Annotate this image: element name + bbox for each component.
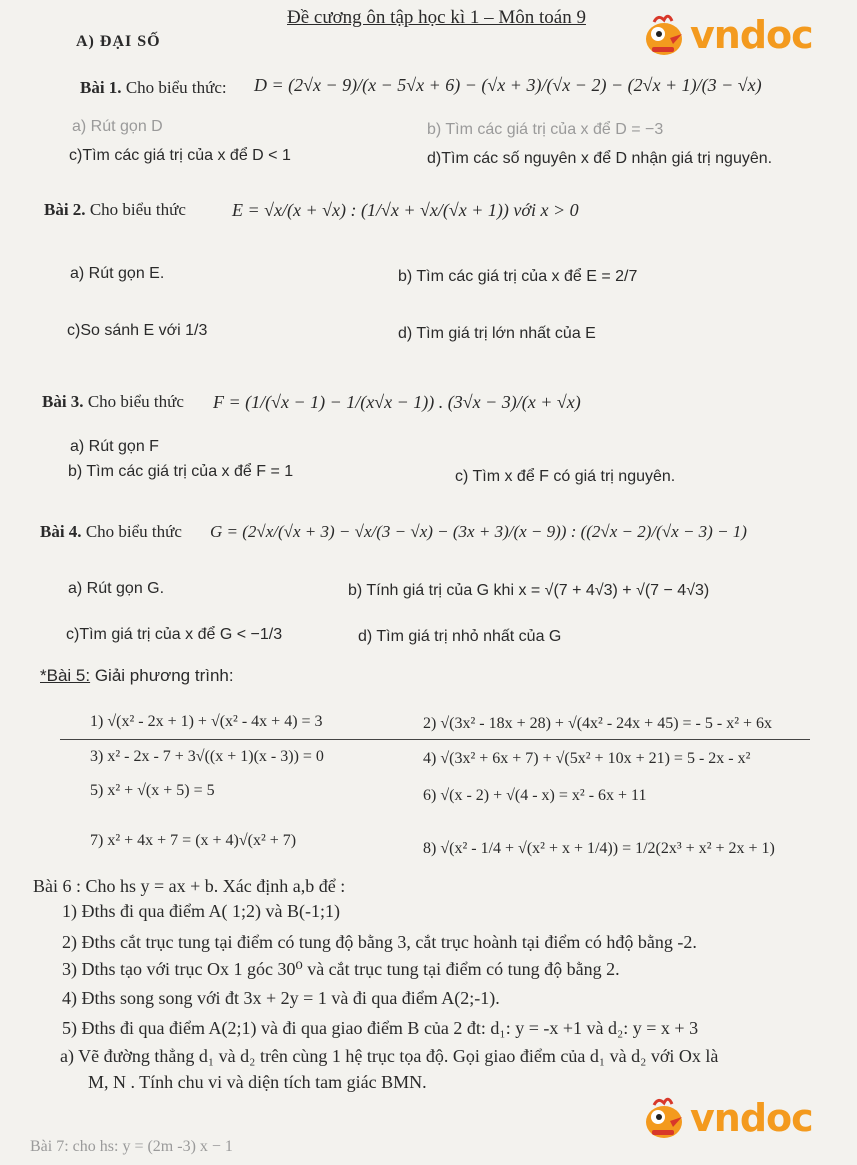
bai6-item-a-line1: a) Vẽ đường thẳng d₁ và d₂ trên cùng 1 hệ trục tọa độ. Gọi giao điểm của d₁ và d₂ với Ox là — [60, 1046, 719, 1066]
vndoc-logo-bottom — [640, 1095, 813, 1141]
bai5-eq8: 8) √(x² - 1/4 + √(x² + x + 1/4)) = 1/2(2x³ + x² + 2x + 1) — [423, 840, 775, 857]
bai5-label: *Bài 5: — [40, 666, 91, 685]
bai5-eq5: 5) x² + √(x + 5) = 5 — [90, 782, 215, 799]
bai4-part-a: a) Rút gọn G. — [68, 580, 165, 597]
bai5-eq2: 2) √(3x² - 18x + 28) + √(4x² - 24x + 45) = - 5 - x² + 6x — [423, 715, 773, 732]
chick-mascot-icon — [640, 1095, 688, 1141]
bai1-label: Bài 1. — [80, 78, 122, 97]
bai2-part-d: d) Tìm giá trị lớn nhất của E — [398, 325, 596, 342]
bai1-intro — [80, 78, 227, 98]
bai2-part-c: c)So sánh E với 1/3 — [67, 322, 208, 339]
vndoc-logo — [640, 12, 813, 58]
bai2-part-b: b) Tìm các giá trị của x để E = 2/7 — [398, 268, 638, 285]
bai5-heading — [40, 666, 234, 686]
bai5-eq7: 7) x² + 4x + 7 = (x + 4)√(x² + 7) — [90, 832, 297, 849]
bai4-intro — [40, 522, 182, 542]
bai7-intro: Bài 7: cho hs: y = (2m -3) x − 1 — [30, 1138, 233, 1155]
bai3-intro-text: Cho biểu thức — [87, 392, 184, 411]
bai1-part-a: a) Rút gọn D — [72, 118, 163, 135]
brand-wordmark: vndoc — [690, 13, 813, 57]
bai3-formula: F = (1/(√x − 1) − 1/(x√x − 1)) . (3√x − 3)/(x + √x) — [213, 392, 581, 412]
bai1-part-b: b) Tìm các giá trị của x để D = −3 — [427, 121, 664, 138]
bai4-part-c: c)Tìm giá trị của x để G < −1/3 — [66, 626, 283, 643]
bai6-item-4: 4) Đths song song với đt 3x + 2y = 1 và đi qua điểm A(2;-1). — [62, 988, 500, 1008]
bai6-item-3: 3) Dths tạo với trục Ox 1 góc 30⁰ và cắt trục tung tại điểm có tung độ bằng 2. — [62, 959, 620, 979]
bai1-part-d: d)Tìm các số nguyên x để D nhận giá trị nguyên. — [427, 150, 773, 167]
bai3-part-b: b) Tìm các giá trị của x để F = 1 — [68, 463, 294, 480]
bai2-part-a: a) Rút gọn E. — [70, 265, 165, 282]
brand-wordmark: vndoc — [690, 1096, 813, 1140]
bai3-part-a: a) Rút gọn F — [70, 438, 159, 455]
bai5-eq4: 4) √(3x² + 6x + 7) + √(5x² + 10x + 21) = 5 - 2x - x² — [423, 750, 751, 767]
bai3-intro — [42, 392, 184, 412]
divider-line — [60, 739, 810, 740]
bai1-formula: D = (2√x − 9)/(x − 5√x + 6) − (√x + 3)/(√x − 2) − (2√x + 1)/(3 − √x) — [254, 75, 762, 95]
bai4-part-d: d) Tìm giá trị nhỏ nhất của G — [358, 628, 562, 645]
bai3-part-c: c) Tìm x để F có giá trị nguyên. — [455, 468, 676, 485]
bai6-item-a-line2: M, N . Tính chu vi và diện tích tam giác BMN. — [88, 1072, 427, 1092]
bai5-eq6: 6) √(x - 2) + √(4 - x) = x² - 6x + 11 — [423, 787, 647, 804]
bai1-intro-text: Cho biểu thức: — [125, 78, 227, 97]
bai5-title: Giải phương trình: — [94, 666, 234, 685]
bai4-part-b: b) Tính giá trị của G khi x = √(7 + 4√3) + √(7 − 4√3) — [348, 582, 710, 599]
document-title: Đề cương ôn tập học kì 1 – Môn toán 9 — [287, 7, 586, 28]
bai3-label: Bài 3. — [42, 392, 84, 411]
bai5-eq1: 1) √(x² - 2x + 1) + √(x² - 4x + 4) = 3 — [90, 713, 323, 730]
bai4-formula: G = (2√x/(√x + 3) − √x/(3 − √x) − (3x + 3)/(x − 9)) : ((2√x − 2)/(√x − 3) − 1) — [210, 522, 747, 541]
bai2-intro — [44, 200, 186, 220]
bai4-label: Bài 4. — [40, 522, 82, 541]
bai2-label: Bài 2. — [44, 200, 86, 219]
bai1-part-c: c)Tìm các giá trị của x để D < 1 — [69, 147, 291, 164]
bai6-item-5: 5) Đths đi qua điểm A(2;1) và đi qua giao điểm B của 2 đt: d₁: y = -x +1 và d₂: y = x + 3 — [62, 1018, 699, 1038]
bai4-intro-text: Cho biểu thức — [85, 522, 182, 541]
chick-mascot-icon — [640, 12, 688, 58]
bai6-item-2: 2) Đths cắt trục tung tại điểm có tung độ bằng 3, cắt trục hoành tại điểm có hđộ bằng -2. — [62, 932, 697, 952]
bai5-eq3: 3) x² - 2x - 7 + 3√((x + 1)(x - 3)) = 0 — [90, 748, 324, 765]
bai6-item-1: 1) Đths đi qua điểm A( 1;2) và B(-1;1) — [62, 901, 340, 921]
bai6-intro: Bài 6 : Cho hs y = ax + b. Xác định a,b để : — [33, 876, 346, 896]
bai2-formula: E = √x/(x + √x) : (1/√x + √x/(√x + 1)) với x > 0 — [232, 200, 579, 220]
section-heading: A) ĐẠI SỐ — [76, 33, 161, 50]
bai2-intro-text: Cho biểu thức — [89, 200, 186, 219]
